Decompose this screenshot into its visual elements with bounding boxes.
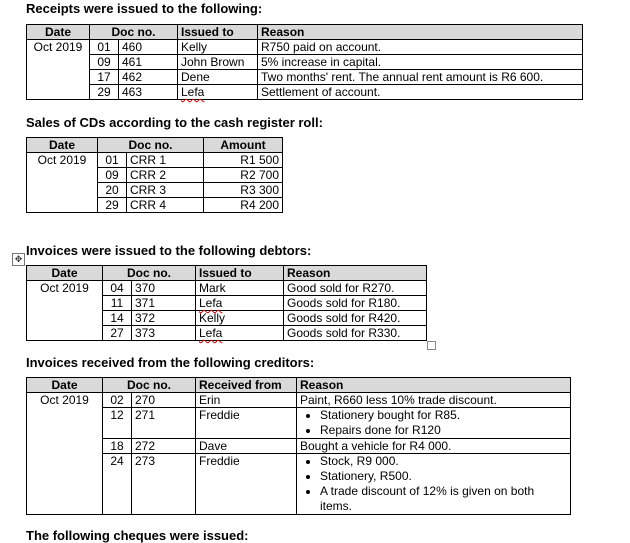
col-doc: Doc no. xyxy=(103,266,196,281)
table-row: 09 CRR 2 R2 700 xyxy=(27,168,283,183)
col-doc: Doc no. xyxy=(90,25,178,40)
col-issued-to: Issued to xyxy=(178,25,258,40)
table-row: 29 CRR 4 R4 200 xyxy=(27,198,283,213)
bullet-list: • Stationery bought for R85. • Repairs done for R120 xyxy=(300,408,567,438)
table-row: 24 273 Freddie • Stock, R9 000. • Stationery, R500. • A trade discount of 12% is given on both items. xyxy=(27,454,571,515)
col-reason: Reason xyxy=(297,378,571,393)
col-date: Date xyxy=(27,378,103,393)
col-doc: Doc no. xyxy=(103,378,196,393)
table-row: Oct 2019 01 CRR 1 R1 500 xyxy=(27,153,283,168)
col-date: Date xyxy=(27,138,98,153)
table-row: 17 462 Dene Two months' rent. The annual rent amount is R6 600. xyxy=(27,70,583,85)
cheques-heading: The following cheques were issued: xyxy=(26,528,249,543)
move-handle-icon[interactable]: ✥ xyxy=(12,253,25,266)
col-doc: Doc no. xyxy=(98,138,204,153)
table-row: 20 CRR 3 R3 300 xyxy=(27,183,283,198)
table-row: Oct 2019 01 460 Kelly R750 paid on account. xyxy=(27,40,583,55)
col-date: Date xyxy=(27,25,90,40)
cds-table xyxy=(26,137,283,213)
receipts-heading: Receipts were issued to the following: xyxy=(26,1,263,16)
invoices-issued-heading: Invoices were issued to the following debtors: xyxy=(26,243,312,258)
table-row: 12 271 Freddie • Stationery bought for R85. • Repairs done for R120 xyxy=(27,408,571,439)
invoices-issued-table xyxy=(26,265,427,341)
table-row: 18 272 Dave Bought a vehicle for R4 000. xyxy=(27,439,571,454)
table-row: 11 371 Lefa Goods sold for R180. xyxy=(27,296,427,311)
table-row: 29 463 Lefa Settlement of account. xyxy=(27,85,583,100)
col-reason: Reason xyxy=(284,266,427,281)
invoices-received-heading: Invoices received from the following creditors: xyxy=(26,355,315,370)
col-received-from: Received from xyxy=(196,378,297,393)
receipts-table xyxy=(26,24,583,100)
cds-heading: Sales of CDs according to the cash register roll: xyxy=(26,115,323,130)
col-reason: Reason xyxy=(258,25,583,40)
table-row: 09 461 John Brown 5% increase in capital. xyxy=(27,55,583,70)
bullet-list: • Stock, R9 000. • Stationery, R500. • A trade discount of 12% is given on both items. xyxy=(300,454,567,514)
col-amount: Amount xyxy=(204,138,283,153)
col-issued-to: Issued to xyxy=(196,266,284,281)
invoices-received-table xyxy=(26,377,571,515)
table-row: Oct 2019 02 270 Erin Paint, R660 less 10% trade discount. xyxy=(27,393,571,408)
col-date: Date xyxy=(27,266,103,281)
text-cursor xyxy=(26,313,27,326)
table-row: Oct 2019 04 370 Mark Good sold for R270. xyxy=(27,281,427,296)
table-row: 14 372 Kelly Goods sold for R420. xyxy=(27,311,427,326)
table-row: 27 373 Lefa Goods sold for R330. xyxy=(27,326,427,341)
table-resize-handle[interactable] xyxy=(427,341,436,350)
